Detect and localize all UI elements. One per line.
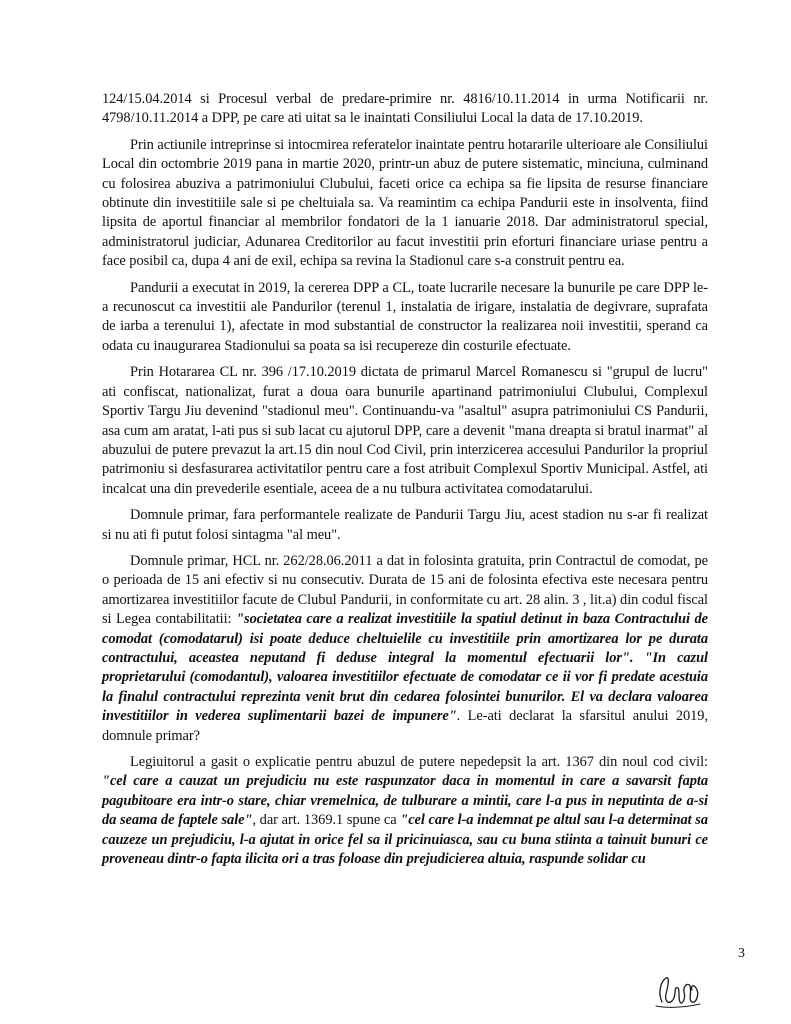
paragraph <box>102 363 708 499</box>
paragraph-text: . Le-ati declarat la sfarsitul anului 2019, domnule primar? <box>102 708 708 744</box>
paragraph <box>102 753 708 869</box>
signature-mark <box>652 972 704 1012</box>
paragraph <box>102 136 708 272</box>
paragraph-text: Domnule primar, fara performantele realizate de Pandurii Targu Jiu, acest stadion nu s-ar fi realizat si nu ati fi putut folosi sintagma "al meu". <box>102 507 708 543</box>
paragraph-text: 124/15.04.2014 si Procesul verbal de predare-primire nr. 4816/10.11.2014 in urma Notificarii nr. 4798/10.11.2014 a DPP, pe care ati uitat sa le inaintati Consiliului Local la data de 17.10.2019. <box>102 91 708 127</box>
legal-quote: "cel care l-a indemnat pe altul sau l-a determinat sa cauzeze un prejudiciu, l-a ajutat in orice fel sa il pricinuiasca, sau cu buna stiinta a tainuit bunuri ce proveneau dintr-o fapta ilicita ori a tras foloase din prejudicierea altuia, raspunde solidar cu <box>102 812 709 868</box>
paragraph-text: , dar art. 1369.1 spune ca <box>252 812 401 829</box>
paragraph-text: Pandurii a executat in 2019, la cererea DPP a CL, toate lucrarile necesare la bunurile pe care DPP le-a recunoscut ca investitii ale Pandurilor (terenul 1, instalatia de irigare, instalatia de degivrare, suprafata de iarba a terenului 1), afectate in mod substantial de constructor la realizarea noii investitii, sperand ca odata cu inaugurarea Stadionului sa poata sa isi recupereze din costurile efectuate. <box>102 279 708 354</box>
page-number: 3 <box>738 946 745 961</box>
paragraph-text: Prin Hotararea CL nr. 396 /17.10.2019 dictata de primarul Marcel Romanescu si "grupul de lucru" ati confiscat, nationalizat, furat a doua oara bunurile apartinand patrimoniului Clubului, Complexul Sportiv Targu Jiu devenind "stadionul meu". Continuandu-va "asaltul" asupra patrimoniului CS Pandurii, asa cum am aratat, l-ati pus si sub lacat cu ajutorul DPP, care a devenit "mana dreapta si bratul inarmat" al abuzului de putere prevazut la art.15 din noul Cod Civil, prin interzicerea accesului Pandurilor la propriul patrimoniu si desfasurarea activitatilor pentru care a fost atribuit Complexul Sportiv Municipal. Astfel, ati incalcat una din prevederile esentiale, aceea de a nu tulbura activitatea comodatarului. <box>102 364 708 497</box>
legal-quote: "cel care a cauzat un prejudiciu nu este raspunzator daca in momentul in care a savarsit fapta pagubitoare era intr-o stare, chiar vremelnica, de tulburare a mintii, care l-a pus in neputinta de a-si da seama de faptele sale" <box>102 773 708 829</box>
legal-quote: "societatea care a realizat investitiile la spatiul detinut in baza Contractului de comodat (comodatarul) isi poate deduce cheltuielile cu investitiile prin amortizarea lor pe durata contractului, aceastea neputand fi deduse integral la momentul efectuarii lor". "In cazul proprietarului (comodantul), valoarea investitiilor efectuate de comodatar ce ii vor fi predate acestuia la finalul contractului reprezinta venit brut din cedarea folosintei bunurilor. El va declara valoarea investitiilor in vederea suplimentarii bazei de impunere" <box>102 611 709 725</box>
paragraph-text: Prin actiunile intreprinse si intocmirea referatelor inaintate pentru hotararile ulterioare ale Consiliului Local din octombrie 2019 pana in martie 2020, printr-un abuz de putere sistematic, minciuna, culminand cu folosirea abuziva a patrimoniului Clubului, faceti orice ca echipa sa fie lipsita de resurse financiare obtinute din investitiile sale si pe cheltuiala sa. Va reamintim ca echipa Pandurii este in insolventa, fiind lipsita de aportul financiar al membrilor fondatori de la 1 ianuarie 2018. Dar administratorul special, administratorul judiciar, Adunarea Creditorilor au facut investitii prin eforturi financiare uriase pentru a face posibil ca, dupa 4 ani de exil, echipa sa revina la Stadionul care s-a construit pentru ea. <box>102 136 708 270</box>
document-body <box>102 90 708 876</box>
paragraph <box>102 90 708 129</box>
paragraph-text: Domnule primar, HCL nr. 262/28.06.2011 a dat in folosinta gratuita, prin Contractul de comodat, pe o perioada de 15 ani efectiv si nu consecutiv. Durata de 15 ani de folosinta efectiva este necesara pentru amortizarea investitiilor facute de Clubul Pandurii, in conformitate cu art. 28 alin. 3 , lit.a) din codul fiscal si Legea contabilitatii: <box>102 552 708 628</box>
paragraph <box>102 279 708 357</box>
paragraph <box>102 552 708 746</box>
paragraph <box>102 506 708 545</box>
paragraph-text: Legiuitorul a gasit o explicatie pentru abuzul de putere nepedepsit la art. 1367 din noul cod civil: <box>130 754 708 770</box>
